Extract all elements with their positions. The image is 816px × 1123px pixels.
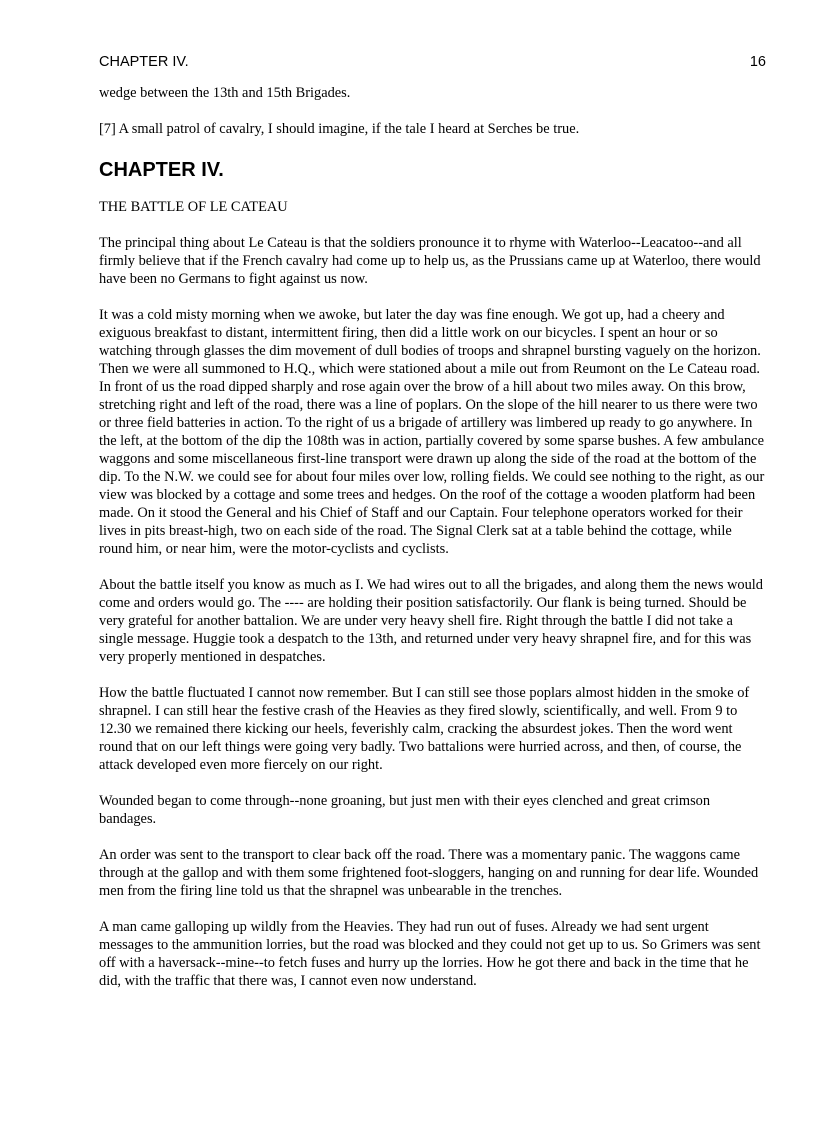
paragraph-6: An order was sent to the transport to clear back off the road. There was a momentary panic. The waggons came through at the gallop and with them some frightened foot-sloggers, hanging on and running for dear life. Wounded men from the firing line told us that the shrapnel was unbearable in the trenches. [99, 847, 759, 899]
page-number: 16 [749, 54, 766, 70]
section-title: THE BATTLE OF LE CATEAU [99, 199, 288, 215]
running-header-chapter: CHAPTER IV. [99, 54, 189, 70]
page-content [99, 84, 766, 1008]
paragraph-3: About the battle itself you know as much as I. We had wires out to all the brigades, and along them the news would come and orders would go. The ---- are holding their position satisfactorily. Our flank is being turned. Should be very grateful for another battalion. We are under very heavy shell fire. Right through the battle I did not take a single message. Huggie took a despatch to the 13th, and returned under very heavy shrapnel fire, and for this was very properly mentioned in despatches. [99, 577, 763, 665]
chapter-heading: CHAPTER IV. [99, 159, 224, 181]
document-page [99, 0, 766, 1123]
paragraph-2: It was a cold misty morning when we awoke, but later the day was fine enough. We got up, had a cheery and exiguous breakfast to distant, intermittent firing, then did a little work on our bicycles. I spent an hour or so watching through glasses the dim movement of dull bodies of troops and shrapnel bursting vaguely on the horizon. Then we were all summoned to H.Q., which were stationed about a mile out from Reumont on the Le Cateau road. In front of us the road dipped sharply and rose again over the brow of a hill about two miles away. On this brow, stretching right and left of the road, there was a line of poplars. On the slope of the hill nearer to us there were two or three field batteries in action. To the right of us a brigade of artillery was limbered up ready to go anywhere. In the left, at the bottom of the dip the 108th was in action, partially covered by some sparse bushes. A few ambulance waggons and some miscellaneous first-line transport were drawn up along the side of the road at the bottom of the dip. To the N.W. we could see for about four miles over low, rolling fields. We could see nothing to the right, as our view was blocked by a cottage and some trees and hedges. On the roof of the cottage a wooden platform had been made. On it stood the General and his Chief of Staff and our Captain. Four telephone operators worked for their lives in pits breast-high, two on each side of the road. The Signal Clerk sat at a table behind the cottage, while round him, or near him, were the motor-cyclists and cyclists. [99, 307, 765, 557]
footnote: [7] A small patrol of cavalry, I should imagine, if the tale I heard at Serches be true. [99, 121, 580, 137]
running-header [99, 53, 766, 73]
paragraph-7: A man came galloping up wildly from the Heavies. They had run out of fuses. Already we had sent urgent messages to the ammunition lorries, but the road was blocked and they could not get up to us. So Grimers was sent off with a haversack--mine--to fetch fuses and hurry up the lorries. How he got there and back in the time that he did, with the traffic that there was, I cannot even now understand. [99, 919, 761, 989]
paragraph-5: Wounded began to come through--none groaning, but just men with their eyes clenched and great crimson bandages. [99, 793, 711, 827]
paragraph-4: How the battle fluctuated I cannot now remember. But I can still see those poplars almost hidden in the smoke of shrapnel. I can still hear the festive crash of the Heavies as they fired slowly, scientifically, and well. From 9 to 12.30 we remained there kicking our heels, feverishly calm, cracking the absurdest jokes. Then the word went round that on our left things were going very badly. Two battalions were hurried across, and then, of course, the attack developed even more fiercely on our right. [99, 685, 750, 773]
paragraph-1: The principal thing about Le Cateau is that the soldiers pronounce it to rhyme with Waterloo--Leacatoo--and all firmly believe that if the French cavalry had come up to help us, as the Prussians came up at Waterloo, there would have been no Germans to fight against us now. [99, 235, 761, 287]
continuation-text: wedge between the 13th and 15th Brigades. [99, 85, 351, 101]
